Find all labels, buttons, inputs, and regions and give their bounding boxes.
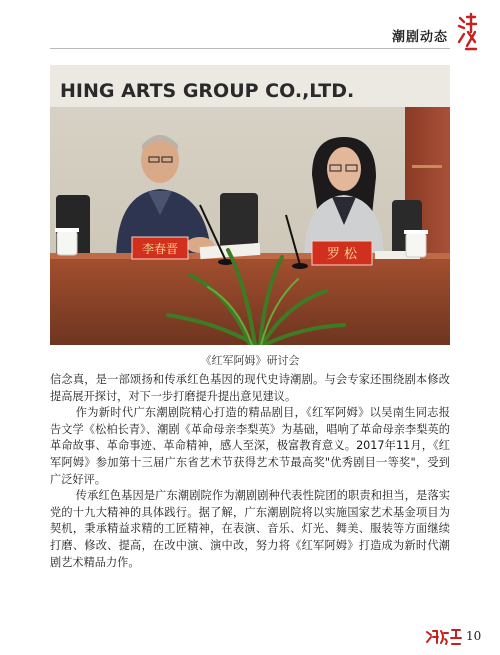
section-title: 潮剧动态 <box>391 30 448 45</box>
meeting-photo <box>50 65 450 345</box>
header-rule <box>50 48 450 49</box>
banner-text: HING ARTS GROUP CO.,LTD. <box>60 80 355 102</box>
calligraphy-footer-logo-icon <box>425 628 463 646</box>
nameplate-left: 李春晋 <box>141 242 179 256</box>
paragraph-2: 作为新时代广东潮剧院精心打造的精品剧目，《红军阿姆》以吴南生同志报告文学《松柏长青》、潮剧《革命母亲李梨英》为基础，唱响了革命母亲李梨英的革命故事、革命事迹、革命精神，感人至深，极富教育意义。2017年11月，《红军阿姆》参加第十三届广东省艺术节获得艺术节最高奖"优秀剧目一等奖"，受到广泛好评。 <box>50 406 450 486</box>
nameplate-right: 罗 松 <box>326 247 358 262</box>
page-header <box>0 0 500 60</box>
article-body <box>50 372 450 571</box>
page-number: 10 <box>466 629 482 643</box>
photo-caption: 《红军阿姆》研讨会 <box>200 354 300 367</box>
paragraph-1: 信念真，是一部颂扬和传承红色基因的现代史诗潮剧。与会专家还围绕剧本修改提高展开探讨，对下一步打磨提升提出意见建议。 <box>50 373 450 403</box>
paragraph-3: 传承红色基因是广东潮剧院作为潮剧剧种代表性院团的职责和担当，是落实党的十九大精神的具体践行。据了解，广东潮剧院将以实施国家艺术基金项目为契机，秉承精益求精的工匠精神，在表演、音乐、灯光、舞美、服装等方面继续打磨、修改、提高，在改中演、演中改，努力将《红军阿姆》打造成为新时代潮剧艺术精品力作。 <box>50 489 450 569</box>
calligraphy-logo-icon <box>456 12 478 52</box>
